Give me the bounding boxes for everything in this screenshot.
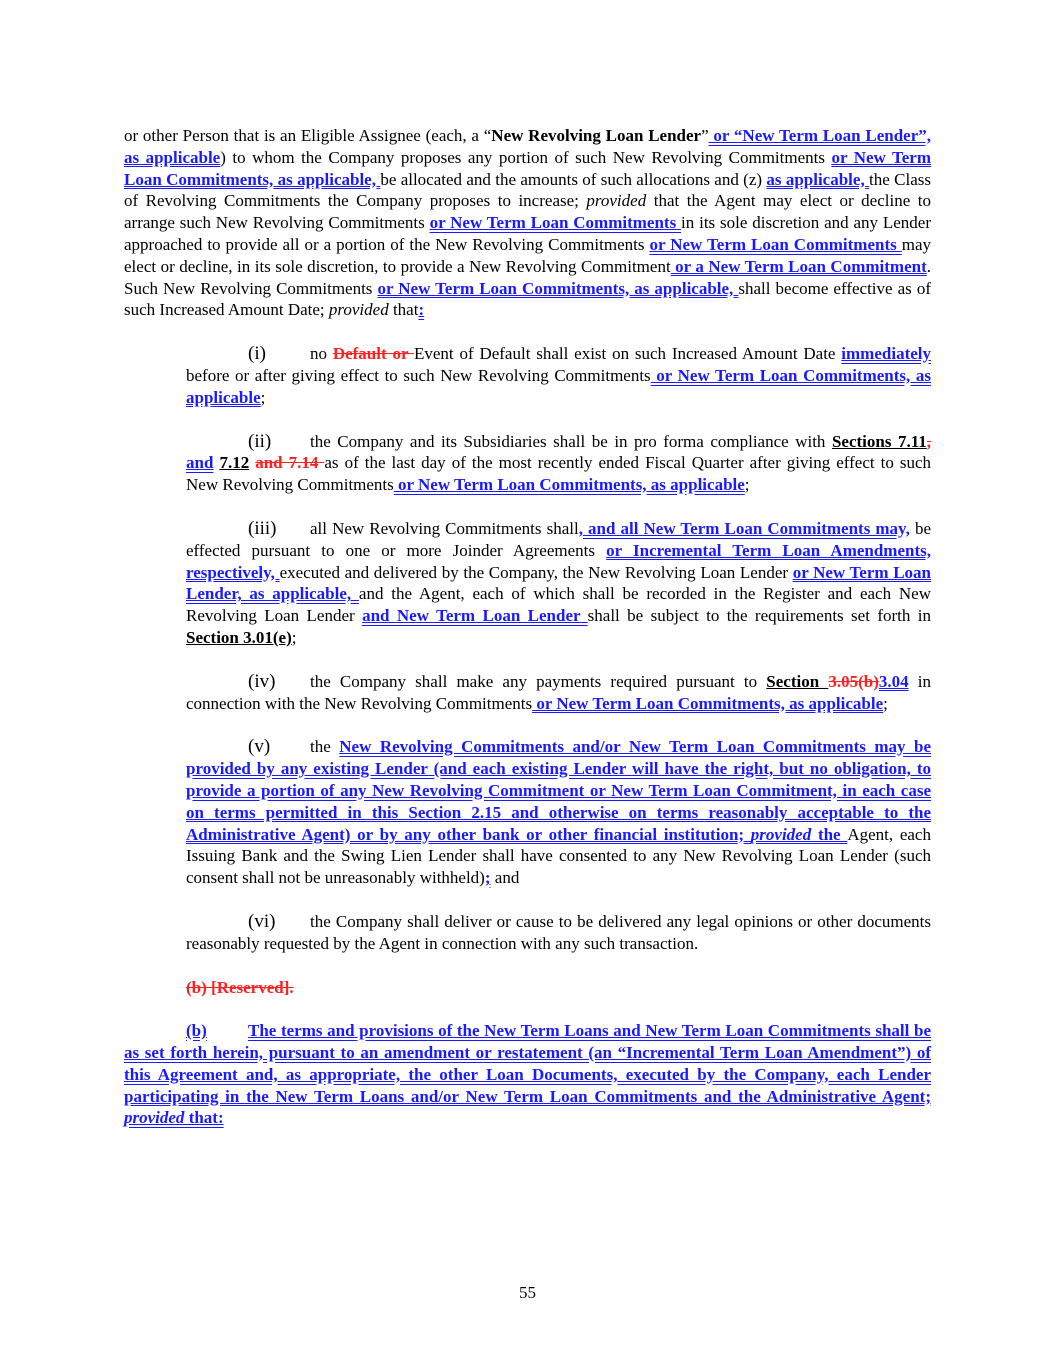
insertion: , and all New Term Loan Commitments may, — [578, 518, 910, 538]
insertion: immediately — [841, 344, 931, 364]
section-b-paragraph — [124, 1020, 931, 1129]
intro-text: or other Person that is an Eligible Assignee (each, a “ — [124, 126, 492, 145]
section-reference: Section — [766, 671, 829, 691]
insertion: or Incremental Term Loan Amendments, respectively, — [186, 540, 931, 582]
intro-text: that — [388, 300, 419, 320]
item-text: the Company and its Subsidiaries shall be in pro forma compliance with — [310, 431, 832, 451]
item-vi — [186, 911, 931, 955]
deletion: Default or — [332, 344, 414, 364]
italic-term: provided — [328, 300, 389, 320]
item-text: no — [310, 344, 333, 364]
intro-text: . Such New Revolving Commitments — [124, 256, 931, 298]
insertion: as applicable, — [766, 169, 870, 189]
item-i — [186, 343, 931, 408]
insertion: : — [418, 300, 425, 320]
item-text: ; — [260, 387, 266, 407]
item-ii — [186, 431, 931, 496]
insertion: or “New Term Loan Lender”, as applicable — [124, 126, 931, 167]
intro-paragraph — [124, 125, 931, 321]
insertion: or New Term Loan Commitments, as applicable — [393, 475, 745, 495]
item-label: (iii) — [248, 517, 277, 539]
intro-text: the Class of Revolving Commitments the Company proposes to increase; — [124, 169, 931, 211]
item-iii — [186, 518, 931, 649]
item-text: shall be subject to the requirements set forth in — [587, 606, 931, 626]
intro-text: ” — [701, 126, 709, 145]
intro-text: that the Agent may elect or decline to arrange such New Revolving Commitments — [124, 191, 931, 233]
insertion: The terms and provisions of the New Term Loans and New Term Loan Commitments shall be as set forth herein, pursuant to an amendment or restatement (an “Incremental Term Loan Amendment”) of this Agreement and, as appropriate, the other Loan Documents, executed by the Company, each Lender participating in the New Term Loans and/or New Term Loan Commitments and the Administrative Agent; — [124, 1021, 931, 1106]
insertion: or a New Term Loan Commitment — [670, 256, 927, 276]
intro-text: be allocated and the amounts of such allocations and (z) — [380, 169, 767, 189]
item-label: (vi) — [248, 910, 276, 932]
reserved-section — [186, 977, 931, 999]
intro-text: shall become effective as of such Increased Amount Date; — [124, 278, 931, 320]
item-label: (v) — [248, 736, 271, 758]
insertion: or New Term Loan Commitments, as applicable — [532, 693, 884, 713]
intro-text: ) to whom the Company proposes any portion of such New Revolving Commitments — [220, 147, 832, 167]
item-text: the Company shall make any payments required pursuant to — [310, 671, 767, 691]
intro-text: in its sole discretion and any Lender approached to provide all or a portion of the New Revolving Commitments — [124, 213, 932, 254]
item-text: the — [310, 737, 340, 757]
item-label: (iv) — [248, 670, 276, 692]
italic-term: provided — [586, 191, 647, 211]
insertion: or New Term Loan Commitments, as applicable — [186, 365, 931, 407]
insertion: or New Term Loan Lender, as applicable, — [186, 562, 931, 604]
item-text: ; — [291, 627, 297, 647]
insertion: 3.04 — [878, 671, 909, 691]
item-text: before or after giving effect to such New Revolving Commitments — [186, 365, 651, 385]
insertion: or New Term Loan Commitments, as applicable, — [124, 147, 931, 189]
item-text: Agent, each Issuing Bank and the Swing Lien Lender shall have consented to any New Revolving Loan Lender (such consent shall not be unreasonably withheld) — [186, 824, 931, 888]
item-text: executed and delivered by the Company, the New Revolving Loan Lender — [279, 562, 793, 582]
item-text: and the Agent, each of which shall be recorded in the Register and each New Revolving Loan Lender — [186, 584, 931, 626]
item-text: ; — [744, 475, 750, 495]
item-text: be effected pursuant to one or more Joinder Agreements — [186, 518, 931, 560]
item-v — [186, 736, 931, 889]
insertion: that: — [184, 1108, 224, 1128]
insertion: and New Term Loan Lender — [362, 606, 588, 626]
insertion: the — [811, 824, 848, 844]
item-iv — [186, 671, 931, 715]
insertion: or New Term Loan Commitments — [649, 234, 902, 254]
item-text: in connection with the New Revolving Commitments — [186, 671, 931, 713]
item-text: all New Revolving Commitments shall — [310, 518, 579, 538]
item-label: (ii) — [248, 430, 272, 452]
insertion: New Revolving Commitments and/or New Term Loan Commitments may be provided by any existing Lender (and each existing Lender will have the right, but no obligation, to provide a portion of any New Revolving Commitment or New Term Loan Commitment, in each case on terms permitted in this Section 2.15 and otherwise on terms reasonably acceptable to the Administrative Agent) or by any other bank or other financial institution; — [186, 737, 931, 844]
deletion: 3.05(b) — [828, 671, 879, 691]
item-text: as of the last day of the most recently ended Fiscal Quarter after giving effect to such New Revolving Commitments — [186, 453, 931, 495]
defined-term: New Revolving Loan Lender — [491, 126, 702, 145]
section-reference: Sections 7.11 — [831, 431, 927, 451]
insertion: or New Term Loan Commitments, as applicable, — [377, 278, 739, 298]
item-text: ; — [883, 693, 888, 713]
insertion: ; — [484, 868, 491, 888]
insertion-italic: provided — [124, 1108, 185, 1128]
item-label: (i) — [248, 343, 266, 365]
deletion: , — [926, 431, 932, 451]
item-text: Event of Default shall exist on such Increased Amount Date — [414, 344, 842, 364]
page-number: 55 — [519, 1283, 536, 1302]
insertion: and — [186, 453, 214, 473]
deletion: (b) [Reserved]. — [186, 977, 294, 997]
intro-text: may elect or decline, in its sole discretion, to provide a New Revolving Commitment — [124, 234, 932, 276]
document-body — [124, 125, 931, 1129]
section-reference: 7.12 — [219, 453, 250, 473]
insertion: or New Term Loan Commitments — [429, 213, 682, 233]
item-text: and — [490, 868, 520, 888]
section-b-label: (b) — [186, 1021, 207, 1041]
section-reference: Section 3.01(e) — [186, 627, 292, 647]
item-text: the Company shall deliver or cause to be delivered any legal opinions or other documents reasonably requested by the Agent in connection with any such transaction. — [186, 911, 931, 953]
insertion-italic: provided — [750, 824, 812, 844]
deletion: and 7.14 — [255, 453, 325, 473]
